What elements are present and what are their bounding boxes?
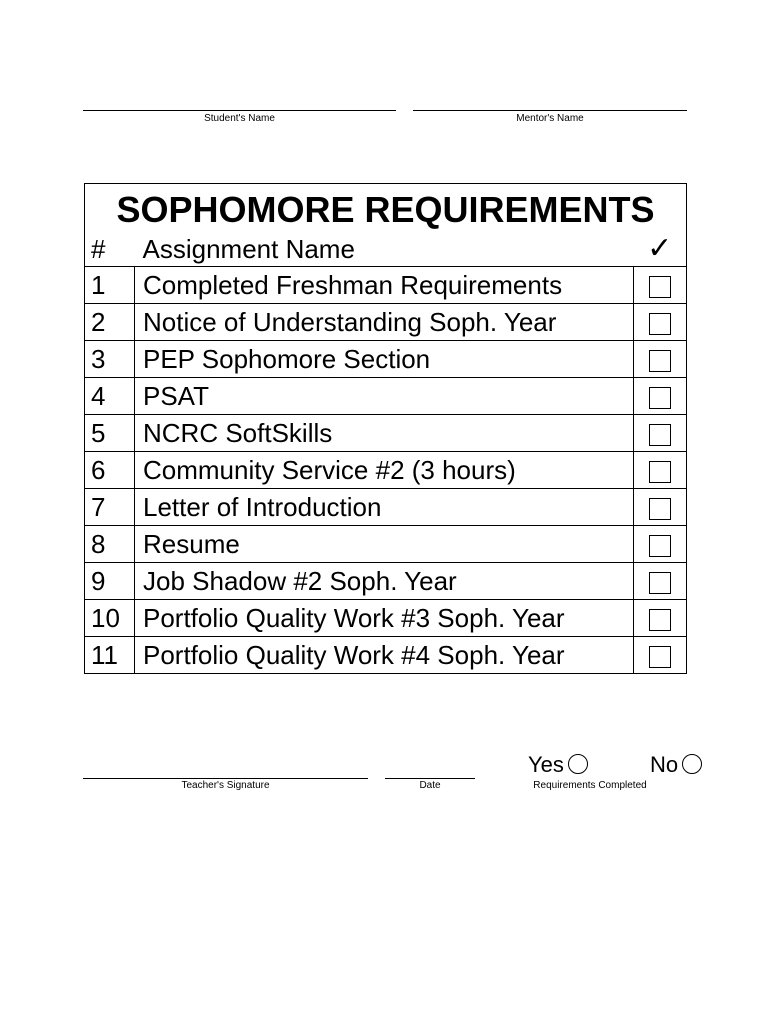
row-number: 10 (85, 600, 135, 637)
completion-checkbox[interactable] (649, 461, 671, 483)
mentor-name-label: Mentor's Name (516, 113, 584, 124)
student-name-label: Student's Name (204, 113, 275, 124)
requirement-row (85, 600, 687, 637)
completion-checkbox[interactable] (649, 572, 671, 594)
no-radio[interactable] (682, 754, 702, 774)
header-assignment-name: Assignment Name (142, 234, 355, 264)
mentor-name-line[interactable] (413, 110, 687, 111)
requirement-row (85, 452, 687, 489)
requirement-row (85, 341, 687, 378)
date-label: Date (419, 780, 441, 791)
row-number: 3 (85, 341, 135, 378)
row-number: 2 (85, 304, 135, 341)
yes-label: Yes (528, 752, 564, 777)
teacher-signature-line[interactable] (83, 778, 368, 779)
requirements-table (84, 183, 687, 674)
teacher-signature-label: Teacher's Signature (181, 780, 270, 791)
requirement-row (85, 304, 687, 341)
assignment-name: Job Shadow #2 Soph. Year (135, 563, 634, 600)
no-option[interactable] (650, 752, 702, 778)
completion-checkbox[interactable] (649, 646, 671, 668)
assignment-name: Portfolio Quality Work #4 Soph. Year (135, 637, 634, 674)
assignment-name: Notice of Understanding Soph. Year (135, 304, 634, 341)
row-number: 8 (85, 526, 135, 563)
row-number: 9 (85, 563, 135, 600)
assignment-name: Community Service #2 (3 hours) (135, 452, 634, 489)
assignment-name: NCRC SoftSkills (135, 415, 634, 452)
assignment-name: Portfolio Quality Work #3 Soph. Year (135, 600, 634, 637)
header-number: # (91, 234, 106, 264)
requirement-row (85, 637, 687, 674)
completion-checkbox[interactable] (649, 313, 671, 335)
assignment-name: Letter of Introduction (135, 489, 634, 526)
requirement-row (85, 415, 687, 452)
table-header-row (85, 232, 687, 267)
requirement-row (85, 267, 687, 304)
completion-checkbox[interactable] (649, 424, 671, 446)
row-number: 4 (85, 378, 135, 415)
completion-checkbox[interactable] (649, 387, 671, 409)
requirement-row (85, 489, 687, 526)
requirement-row (85, 378, 687, 415)
completion-checkbox[interactable] (649, 535, 671, 557)
assignment-name: PSAT (135, 378, 634, 415)
student-name-line[interactable] (83, 110, 396, 111)
assignment-name: Resume (135, 526, 634, 563)
requirements-completed-label: Requirements Completed (533, 780, 647, 791)
row-number: 7 (85, 489, 135, 526)
completion-checkbox[interactable] (649, 609, 671, 631)
date-line[interactable] (385, 778, 475, 779)
row-number: 1 (85, 267, 135, 304)
assignment-name: PEP Sophomore Section (135, 341, 634, 378)
completion-checkbox[interactable] (649, 276, 671, 298)
requirement-row (85, 526, 687, 563)
completion-checkbox[interactable] (649, 350, 671, 372)
no-label: No (650, 752, 679, 777)
row-number: 5 (85, 415, 135, 452)
row-number: 6 (85, 452, 135, 489)
assignment-name: Completed Freshman Requirements (135, 267, 634, 304)
yes-radio[interactable] (568, 754, 588, 774)
checkmark-icon: ✓ (647, 231, 673, 266)
requirement-row (85, 563, 687, 600)
yes-option[interactable] (528, 752, 588, 778)
row-number: 11 (85, 637, 135, 674)
completion-checkbox[interactable] (649, 498, 671, 520)
form-title: SOPHOMORE REQUIREMENTS (116, 189, 655, 230)
